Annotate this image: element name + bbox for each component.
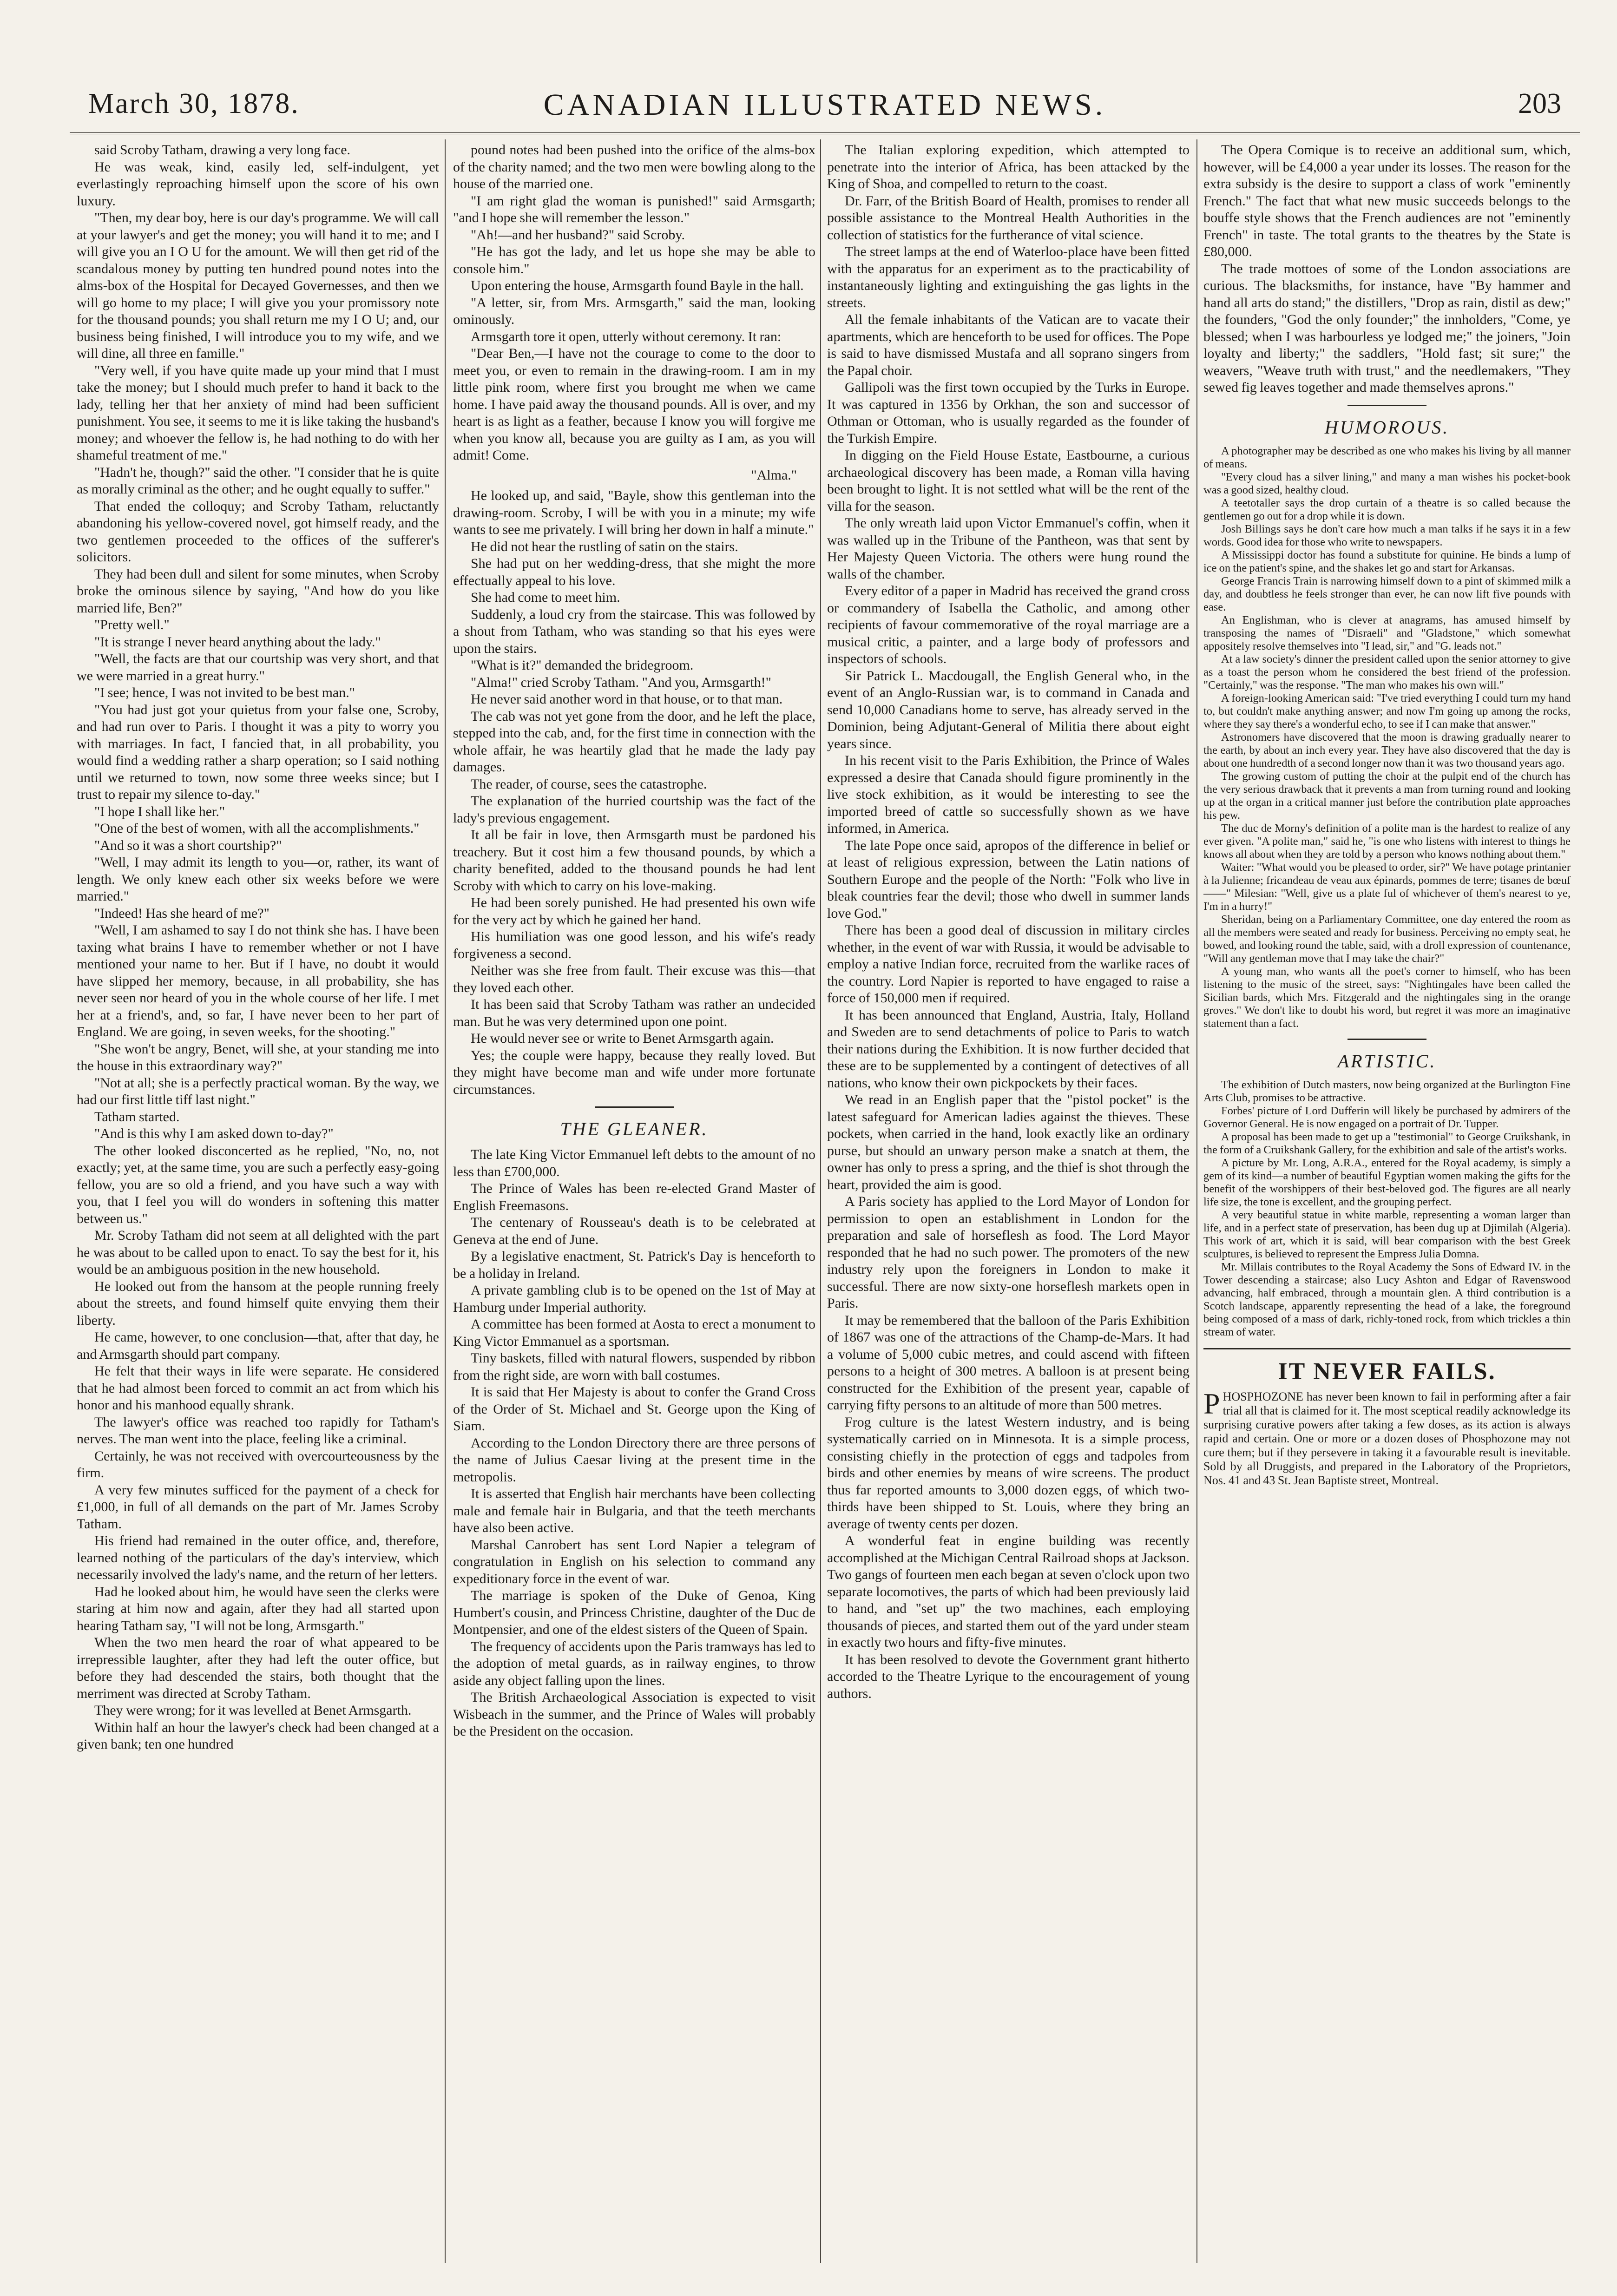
paragraph: They had been dull and silent for some minutes, when Scroby broke the ominous silence by saying, "And how do you like married life, Ben?" (77, 566, 439, 616)
paragraph: The late Pope once said, apropos of the difference in belief or at least of religious expression, between the Latin nations of Southern Europe and the people of the North: "Folk who live in bleak countries fear the devil; those who dwell in summer lands love God." (827, 837, 1190, 921)
paragraph: He looked up, and said, "Bayle, show this gentleman into the drawing-room. Scroby, I will be with you in a minute; my wife wants to see me privately. I will bring her down in half a minute." (453, 488, 815, 537)
paragraph: "I hope I shall like her." (94, 803, 225, 819)
paragraph: Tiny baskets, filled with natural flowers, suspended by ribbon from the right side, are worn with ball costumes. (453, 1350, 815, 1383)
paragraph: A wonderful feat in engine building was recently accomplished at the Michigan Central Railroad shops at Jackson. Two gangs of fourteen men each began at seven o'clock upon two separate locomotives, the parts of which had been previously laid to hand, and "set up" the two machines, each employing thousands of pieces, and started them out of the yard under steam in exactly two hours and fifty-five minutes. (827, 1533, 1190, 1650)
paragraph: The street lamps at the end of Waterloo-place have been fitted with the apparatus for an experiment as to the practicability of instantaneously lighting and extinguishing the gas lights in the streets. (827, 244, 1190, 310)
paragraph: Sheridan, being on a Parliamentary Committee, one day entered the room as all the members were seated and ready for business. Perceiving no empty seat, he bowed, and looking round the table, said, with a droll expression of countenance, "Will any gentleman move that I may take the chair?" (1203, 913, 1571, 965)
paragraph: Suddenly, a loud cry from the staircase. This was followed by a shout from Tatham, who was standing so that his eyes were upon the stairs. (453, 606, 815, 656)
paragraph: He came, however, to one conclusion—that, after that day, he and Armsgarth should part company. (77, 1329, 439, 1362)
paragraph: A teetotaller says the drop curtain of a theatre is so called because the gentlemen go out for a drop while it is down. (1203, 496, 1571, 522)
paragraph: The lawyer's office was reached too rapidly for Tatham's nerves. The man went into the place, feeling like a criminal. (77, 1414, 439, 1447)
paragraph: Gallipoli was the first town occupied by the Turks in Europe. It was captured in 1356 by Orkhan, the son and successor of Othman or Ottoman, who is usually regarded as the founder of the Turkish Empire. (827, 380, 1190, 446)
paragraph: said Scroby Tatham, drawing a very long face. (94, 142, 351, 158)
paragraph: All the female inhabitants of the Vatican are to vacate their apartments, which are henceforth to be used for offices. The Pope is said to have dismissed Mustafa and all soprano singers from the Papal choir. (827, 312, 1190, 378)
column-divider (445, 139, 446, 2263)
paragraph: "Pretty well." (94, 617, 170, 632)
paragraph: Josh Billings says he don't care how much a man talks if he says it in a few words. Good idea for those who write to newspapers. (1203, 522, 1571, 548)
paragraph: The reader, of course, sees the catastrophe. (471, 776, 707, 792)
paragraph: "Dear Ben,—I have not the courage to come to the door to meet you, or even to remain in the drawing-room. I am in my little pink room, where first you brought me when we came home. I have paid away the thousand pounds. All is over, and my heart is as light as a feather, because I know you will forgive me when you know all, because you are guilty as I am, as you will admit! Come. (453, 346, 815, 463)
artistic-items (1203, 1079, 1571, 1339)
paragraph: A foreign-looking American said: "I've tried everything I could turn my hand to, but couldn't make anything answer; and now I'm going up among the rocks, where they say there's a wonderful echo, to see if I can make that answer." (1203, 691, 1571, 730)
section-rule (1348, 1039, 1426, 1040)
paragraph: "He has got the lady, and let us hope she may be able to console him." (453, 244, 815, 276)
paragraph: They were wrong; for it was levelled at Benet Armsgarth. (94, 1703, 412, 1718)
paragraph: "It is strange I never heard anything about the lady." (94, 634, 381, 650)
paragraph: Had he looked about him, he would have seen the clerks were staring at him now and again, after they had all started upon hearing Tatham say, "I will not be long, Armsgarth." (77, 1584, 439, 1633)
paragraph: A photographer may be described as one who makes his living by all manner of means. (1203, 444, 1571, 470)
paragraph: Mr. Millais contributes to the Royal Academy the Sons of Edward IV. in the Tower descending a staircase; also Lucy Ashton and Edgar of Ravenswood advancing, half embraced, through a mountain glen. A third contribution is a Scotch landscape, apparently representing the head of a lake, the foreground being composed of a mass of dark, richly-toned rock, from which trickles a thin stream of water. (1203, 1260, 1571, 1338)
paragraph: He did not hear the rustling of satin on the stairs. (471, 539, 738, 554)
paragraph: The only wreath laid upon Victor Emmanuel's coffin, when it was walled up in the Tribune of the Pantheon, was that sent by Her Majesty Queen Victoria. The others were hung round the walls of the chamber. (827, 515, 1190, 582)
paragraph: The Opera Comique is to receive an additional sum, which, however, will be £4,000 a year under its losses. The reason for the extra subsidy is the desire to support a class of work "eminently French." The fact that what new music succeeds belongs to the bouffe style shows that the French audiences are not "eminently French" in taste. The total grants to the theatres by the State is £80,000. (1203, 142, 1571, 259)
paragraph: "She won't be angry, Benet, will she, at your standing me into the house in this extraordinary way?" (77, 1041, 439, 1073)
paragraph: Sir Patrick L. Macdougall, the English General who, in the event of an Anglo-Russian war, is to command in Canada and send 10,000 Canadians home to serve, has already served in the Dominion, being Adjutant-General of Militia there about eight years since. (827, 668, 1190, 751)
paragraph: "Every cloud has a silver lining," and many a man wishes his pocket-book was a good sized, healthy cloud. (1203, 470, 1571, 496)
paragraph: Frog culture is the latest Western industry, and is being systematically carried on in Minnesota. It is a simple process, consisting chiefly in the protection of eggs and tadpoles from birds and other enemies by means of wire screens. The product thus far reported amounts to 3,000 dozen eggs, of which two-thirds have been shipped to St. Louis, where they bring an average of twenty cents per dozen. (827, 1414, 1190, 1532)
gleaner-items-continued (827, 142, 1190, 1702)
paragraph: That ended the colloquy; and Scroby Tatham, reluctantly abandoning his yellow-covered novel, got himself ready, and the two gentlemen proceeded to the offices of the sufferer's solicitors. (77, 498, 439, 565)
newspaper-title: CANADIAN ILLUSTRATED NEWS. (543, 88, 1106, 122)
paragraph: "Well, I am ashamed to say I do not think she has. I have been taxing what brains I have to remember whether or not I have mentioned your name to her. But if I have, no doubt it would have slipped her memory, because, in all probability, she has never seen nor heard of you in the whole course of her life. I met her at a friend's, and, so far, I have never been to her part of England. We are going, in seven weeks, for the shooting." (77, 922, 439, 1039)
paragraph: Dr. Farr, of the British Board of Health, promises to render all possible assistance to the Montreal Health Authorities in the collection of statistics for the furtherance of vital science. (827, 193, 1190, 243)
paragraph: "Very well, if you have quite made up your mind that I must take the money; but I should much prefer to hand it back to the lady, telling her that her anxiety of mind had been sufficient punishment. You see, it seems to me it is like taking the husband's money; and whoever the fellow is, he had nothing to do with her shameful treatment of me." (77, 362, 439, 463)
artistic-heading: ARTISTIC. (1337, 1050, 1437, 1072)
paragraph: George Francis Train is narrowing himself down to a pint of skimmed milk a day, and doubtless he feels stronger than ever, he can now lift five pounds with ease. (1203, 574, 1571, 613)
paragraph: When the two men heard the roar of what appeared to be irrepressible laughter, after they had left the outer office, but before they had descended the stairs, both thought that the merriment was directed at Scroby Tatham. (77, 1635, 439, 1701)
paragraph: She had put on her wedding-dress, that she might the more effectually appeal to his love. (453, 556, 815, 588)
paragraph: It is said that Her Majesty is about to confer the Grand Cross of the Order of St. Michael and St. George upon the King of Siam. (453, 1384, 815, 1434)
paragraph: Neither was she free from fault. Their excuse was this—that they loved each other. (453, 963, 815, 995)
paragraph: The centenary of Rousseau's death is to be celebrated at Geneva at the end of June. (453, 1215, 815, 1247)
column-divider (1196, 139, 1197, 2263)
paragraph: "And is this why I am asked down to-day?" (94, 1126, 334, 1141)
paragraph: Yes; the couple were happy, because they really loved. But they might have become man and wife under more fortunate circumstances. (453, 1047, 815, 1097)
paragraph: "Indeed! Has she heard of me?" (94, 905, 270, 921)
paragraph: A Mississippi doctor has found a substitute for quinine. He binds a lump of ice on the patient's spine, and the shakes let go and start for Arkansas. (1203, 548, 1571, 574)
paragraph: Certainly, he was not received with overcourteousness by the firm. (77, 1448, 439, 1480)
paragraph: Tatham started. (94, 1109, 180, 1125)
paragraph: It has been said that Scroby Tatham was rather an undecided man. But he was very determined upon one point. (453, 997, 815, 1029)
paragraph: The marriage is spoken of the Duke of Genoa, King Humbert's cousin, and Princess Christine, daughter of the Duc de Montpensier, and one of the eldest sisters of the Queen of Spain. (453, 1588, 815, 1637)
paragraph: Waiter: "What would you be pleased to order, sir?" We have potage printanier à la Julienne; fricandeau de veau aux épinards, pommes de terre; tisanes de bœuf——" Milesian: "Well, give us a plate ful of whichever of them's nearest to ye, I'm in a hurry!" (1203, 861, 1571, 913)
paragraph: The other looked disconcerted as he replied, "No, no, not exactly; yet, at the same time, you are such a perfectly easy-going fellow, you are so old a friend, and you have such a way with you, that I feel you will do wonders in softening this matter between us." (77, 1143, 439, 1226)
paragraph: It has been announced that England, Austria, Italy, Holland and Sweden are to send detachments of police to Paris to watch their nations during the Exhibition. It is now further decided that these are to be supplemented by a contingent of detectives of all nations, who know their own pickpockets by their faces. (827, 1007, 1190, 1091)
paragraph: The duc de Morny's definition of a polite man is the hardest to realize of any ever given. "A polite man," said he, "is one who listens with interest to things he knows all about when they are told by a person who knows nothing about them." (1203, 822, 1571, 861)
paragraph: It all be fair in love, then Armsgarth must be pardoned his treachery. But it cost him a few thousand pounds, by which a charity benefited, added to the thousand pounds he had lent Scroby with which to carry on his love-making. (453, 827, 815, 894)
masthead (70, 79, 1580, 130)
paragraph: He looked out from the hansom at the people running freely about the streets, and found himself quite envying them their liberty. (77, 1278, 439, 1328)
section-rule (595, 1106, 674, 1108)
paragraph: The Italian exploring expedition, which attempted to penetrate into the interior of Africa, has been attacked by the King of Shoa, and compelled to return to the coast. (827, 142, 1190, 191)
gleaner-items-end (1203, 142, 1571, 396)
paragraph: Armsgarth tore it open, utterly without ceremony. It ran: (471, 329, 782, 344)
paragraph: A picture by Mr. Long, A.R.A., entered for the Royal academy, is simply a gem of its kind—a number of beautiful Egyptian women making the gifts for the benefit of the worshippers of their best-beloved god. The figures are all nearly life size, the tone is excellent, and the grouping perfect. (1203, 1156, 1571, 1208)
paragraph: By a legislative enactment, St. Patrick's Day is henceforth to be a holiday in Ireland. (453, 1249, 815, 1281)
paragraph: In digging on the Field House Estate, Eastbourne, a curious archaeological discovery has been made, a Roman villa having been brought to light. It is not settled what will be the rent of the villa for the season. (827, 447, 1190, 514)
paragraph: "One of the best of women, with all the accomplishments." (94, 821, 420, 836)
paragraph: "And so it was a short courtship?" (94, 837, 282, 853)
paragraph: A very few minutes sufficed for the payment of a check for £1,000, in full of all demands on the part of Mr. James Scroby Tatham. (77, 1482, 439, 1532)
paragraph: He felt that their ways in life were separate. He considered that he had almost been forced to commit an act from which his honor and his manhood equally shrank. (77, 1363, 439, 1413)
paragraph: "What is it?" demanded the bridegroom. (471, 658, 694, 673)
paragraph: Every editor of a paper in Madrid has received the grand cross or commandery of Isabella the Catholic, and among other recipients of favour commemorative of the royal marriage are a musical critic, a painter, and a large body of professors and inspectors of schools. (827, 583, 1190, 666)
paragraph: "A letter, sir, from Mrs. Armsgarth," said the man, looking ominously. (453, 295, 815, 327)
paragraph: The trade mottoes of some of the London associations are curious. The blacksmiths, for instance, have "By hammer and hand all arts do stand;" the distillers, "Drop as rain, distil as dew;" the founders, "God the only founder;" the innholders, "Come, ye blessed; when I was harbourless ye lodged me;" the joiners, "Join loyalty and liberty;" the saddlers, "Hold fast; sit sure;" the weavers, "Weave truth with trust," and the needlemakers, "They sewed fig leaves together and made themselves aprons." (1203, 261, 1571, 395)
paragraph: The Prince of Wales has been re-elected Grand Master of English Freemasons. (453, 1181, 815, 1213)
paragraph: "Alma!" cried Scroby Tatham. "And you, Armsgarth!" (471, 674, 771, 690)
paragraph: At a law society's dinner the president called upon the senior attorney to give as a toast the person whom he considered the best friend of the profession. "Certainly," was the response. "The man who makes his own will." (1203, 652, 1571, 691)
paragraph: In his recent visit to the Paris Exhibition, the Prince of Wales expressed a desire that Canada should figure prominently in the live stock exhibition, as it would be interesting to see the imported breed of cattle so successfully shown as we have informed, in America. (827, 753, 1190, 836)
paragraph: "Ah!—and her husband?" said Scroby. (471, 227, 685, 243)
paragraph: His humiliation was one good lesson, and his wife's ready forgiveness a second. (453, 929, 815, 961)
paragraph: "Hadn't he, though?" said the other. "I consider that he is quite as morally criminal as the other; and he ought equally to suffer." (77, 464, 439, 497)
paragraph: "Not at all; she is a perfectly practical woman. By the way, we had our first little tiff last night." (77, 1075, 439, 1107)
paragraph: The British Archaeological Association is expected to visit Wisbeach in the summer, and the Prince of Wales will probably be the President on the occasion. (453, 1690, 815, 1739)
paragraph: His friend had remained in the outer office, and, therefore, learned nothing of the particulars of the day's interview, which necessarily involved the lady's name, and the return of her letters. (77, 1533, 439, 1582)
column-1 (77, 142, 439, 2261)
paragraph: He had been sorely punished. He had presented his own wife for the very act by which he gained her hand. (453, 895, 815, 928)
paragraph: Within half an hour the lawyer's check had been changed at a given bank; ten one hundred (77, 1719, 439, 1752)
paragraph: The frequency of accidents upon the Paris tramways has led to the adoption of metal guards, as in railway engines, to throw aside any object falling upon the lines. (453, 1638, 815, 1688)
paragraph: According to the London Directory there are three persons of the name of Julius Caesar living at the present time in the metropolis. (453, 1435, 815, 1485)
advertisement-title: IT NEVER FAILS. (1203, 1348, 1571, 1385)
paragraph: Upon entering the house, Armsgarth found Bayle in the hall. (471, 278, 804, 293)
paragraph: "You had just got your quietus from your false one, Scroby, and had run over to Paris. I thought it was a pity to worry you with marriages. In fact, I fancied that, in all probability, you would find a wedding rather a sharp operation; so I said nothing until we returned to town, now some three weeks since; but I trust to repair my silence to-day." (77, 702, 439, 802)
story-continuation (77, 142, 439, 1753)
paragraph: The explanation of the hurried courtship was the fact of the lady's previous engagement. (453, 793, 815, 826)
paragraph: "Well, the facts are that our courtship was very short, and that we were married in a great hurry." (77, 651, 439, 684)
paragraph: "I see; hence, I was not invited to be best man." (94, 685, 355, 700)
paragraph: A committee has been formed at Aosta to erect a monument to King Victor Emmanuel as a sportsman. (453, 1316, 815, 1349)
paragraph: A proposal has been made to get up a "testimonial" to George Cruikshank, in the form of a Cruikshank Gallery, for the exhibition and sale of the artist's works. (1203, 1130, 1571, 1156)
paragraph: She had come to meet him. (471, 590, 620, 605)
paragraph: He would never see or write to Benet Armsgarth again. (471, 1031, 774, 1046)
paragraph: The growing custom of putting the choir at the pulpit end of the church has the very serious drawback that it prevents a man from turning round and looking up at the organ in a critical manner just before the contribution plate approaches his pew. (1203, 770, 1571, 822)
paragraph: A very beautiful statue in white marble, representing a woman larger than life, and in a perfect state of preservation, has been dug up at Djimilah (Algeria). This work of art, which it is said, will bear comparison with the best Greek sculptures, is believed to represent the Empress Julia Domna. (1203, 1208, 1571, 1260)
paragraph: The exhibition of Dutch masters, now being organized at the Burlington Fine Arts Club, promises to be attractive. (1203, 1078, 1571, 1104)
column-divider (820, 139, 821, 2263)
paragraph: The late King Victor Emmanuel left debts to the amount of no less than £700,000. (453, 1147, 815, 1179)
paragraph: The cab was not yet gone from the door, and he left the place, stepped into the cab, and, for the first time in connection with the whole affair, he was heartily glad that he made the lady pay damages. (453, 708, 815, 775)
paragraph: He never said another word in that house, or to that man. (471, 691, 783, 707)
paragraph: Marshal Canrobert has sent Lord Napier a telegram of congratulation in English on his selection to command any expeditionary force in the event of war. (453, 1537, 815, 1586)
paragraph: Forbes' picture of Lord Dufferin will likely be purchased by admirers of the Governor General. He is now engaged on a portrait of Dr. Tupper. (1203, 1104, 1571, 1130)
paragraph: Mr. Scroby Tatham did not seem at all delighted with the part he was about to be called upon to enact. To say the best for it, his would be an ambiguous position in the new household. (77, 1228, 439, 1277)
section-rule (1348, 405, 1426, 406)
humorous-heading: HUMOROUS. (1324, 416, 1450, 438)
paragraph: "I am right glad the woman is punished!" said Armsgarth; "and I hope she will remember the lesson." (453, 193, 815, 225)
advertisement-paragraph (1203, 1387, 1571, 1487)
gleaner-heading: THE GLEANER. (560, 1118, 709, 1139)
advertisement-text: HOSPHOZONE has never been known to fail in performing after a fair trial all that is claimed for it. The most sceptical readily acknowledge its surprising curative powers after taking a few doses, as its action is always rapid and certain. One or more or a dozen doses of Phosphozone may not cure them; but if they persevere in taking it a favourable result is inevitable. Sold by all Druggists, and prepared in the Laboratory of the Proprietors, Nos. 41 and 43 St. Jean Baptiste street, Montreal. (1203, 1389, 1571, 1487)
paragraph: We read in an English paper that the "pistol pocket" is the latest safeguard for American ladies against the thieves. These pockets, when carried in the hand, look exactly like an ordinary purse, but should an unwary person make a snatch at them, the owner has only to press a spring, and the thief is shot through the heart, provided the aim is good. (827, 1092, 1190, 1192)
page-number: 203 (1518, 88, 1561, 119)
column-3 (827, 142, 1190, 2261)
paragraph: pound notes had been pushed into the orifice of the alms-box of the charity named; and the two men were bowling along to the house of the married one. (453, 142, 815, 191)
column-4 (1203, 142, 1571, 2261)
drop-cap: P (1203, 1387, 1220, 1420)
paragraph: A young man, who wants all the poet's corner to himself, who has been listening to the music of the street, says: "Nightingales have been called the Sicilian bards, which Mrs. Fitzgerald and the nightingales sing in the orange groves." We don't like to doubt his word, but regret it was more an imaginative statement than a fact. (1203, 965, 1571, 1030)
paragraph: An Englishman, who is clever at anagrams, has amused himself by transposing the names of "Disraeli" and "Gladstone," which somewhat appositely resolve themselves into "I lead, sir," and "G. leads not." (1203, 613, 1571, 652)
paragraph: It is asserted that English hair merchants have been collecting male and female hair in Bulgaria, and that the teeth merchants have also been active. (453, 1486, 815, 1535)
paragraph: "Then, my dear boy, here is our day's programme. We will call at your lawyer's and get the money; you will hand it to me; and I will give you an I O U for the amount. We will then get rid of the scandalous money by putting ten hundred pound notes into the alms-box of the Hospital for Decayed Governesses, and then we will go home to my place; I will give you your promissory note for the thousand pounds; you shall return me my I O U; and, our business being finished, I will introduce you to my wife, and we will dine, all three en famille." (77, 210, 439, 361)
paragraph: It has been resolved to devote the Government grant hitherto accorded to the Theatre Lyrique to the encouragement of young authors. (827, 1651, 1190, 1701)
paragraph: He was weak, kind, easily led, self-indulgent, yet everlastingly reproaching himself upon the score of his own luxury. (77, 159, 439, 209)
issue-date: March 30, 1878. (88, 88, 300, 119)
story-continuation-end (453, 142, 815, 1098)
advertisement-body (1203, 1387, 1571, 1487)
paragraph: "Well, I may admit its length to you—or, rather, its want of length. We only knew each other six weeks before we were married." (77, 855, 439, 904)
paragraph: There has been a good deal of discussion in military circles whether, in the event of war with Russia, it would be advisable to employ a native Indian force, recruited from the warlike races of the country. Lord Napier is reported to have engaged to raise a force of 150,000 men if required. (827, 922, 1190, 1006)
paragraph: Astronomers have discovered that the moon is drawing gradually nearer to the earth, by about an inch every year. They have also discovered that the day is about one hundredth of a second longer now than it was two thousand years ago. (1203, 730, 1571, 770)
paragraph: It may be remembered that the balloon of the Paris Exhibition of 1867 was one of the attractions of the Champ-de-Mars. It had a volume of 5,000 cubic metres, and could ascend with fifteen persons to a height of 300 metres. A balloon is at present being constructed for the Exhibition of the present year, capable of carrying fifty persons to an altitude of more than 500 metres. (827, 1312, 1190, 1413)
humorous-items (1203, 445, 1571, 1030)
paragraph: "Alma." (751, 467, 797, 483)
paragraph: A private gambling club is to be opened on the 1st of May at Hamburg under Imperial authority. (453, 1283, 815, 1315)
paragraph: A Paris society has applied to the Lord Mayor of London for permission to open an establishment in London for the preparation and sale of horseflesh as food. The Lord Mayor responded that he had no such power. The promoters of the new industry rely upon the foreigners in London to make it successful. There are now sixty-one horseflesh markets open in Paris. (827, 1194, 1190, 1311)
header-rule (70, 132, 1580, 134)
gleaner-items (453, 1146, 815, 1740)
column-2 (453, 142, 815, 2261)
